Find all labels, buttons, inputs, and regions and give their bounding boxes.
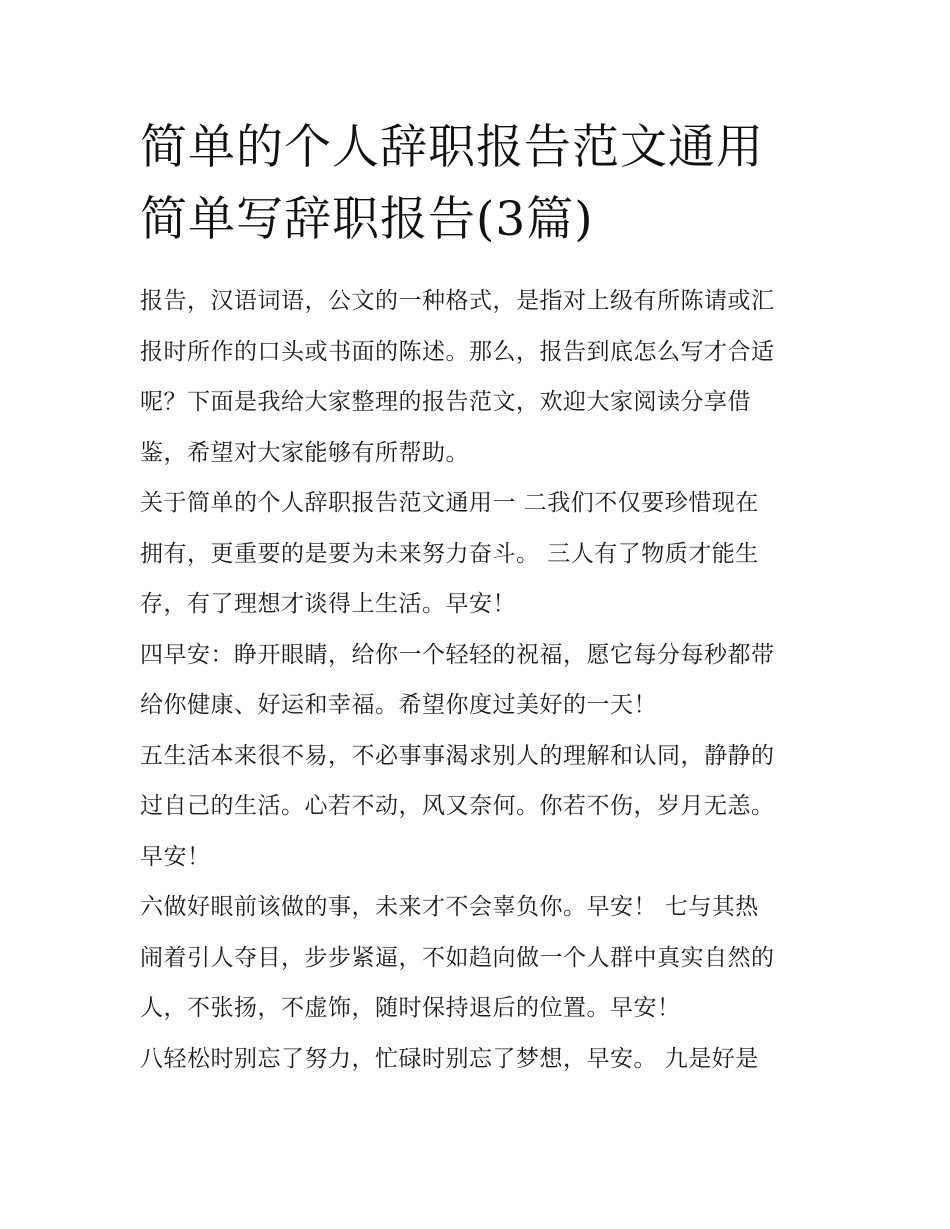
paragraph bbox=[140, 478, 820, 630]
text-line: 闹着引人夺目，步步紧逼，不如趋向做一个人群中真实自然的 bbox=[140, 944, 775, 971]
text-line: 八轻松时别忘了努力，忙碌时别忘了梦想，早安。 九是好是 bbox=[140, 1045, 759, 1072]
text-line: 存，有了理想才谈得上生活。早安！ bbox=[140, 591, 516, 617]
title-line: 简单的个人辞职报告范文通用 bbox=[140, 120, 764, 175]
text-line: 关于简单的个人辞职报告范文通用一 二我们不仅要珍惜现在 bbox=[140, 490, 759, 516]
document-title bbox=[140, 112, 820, 256]
text-line: 报告，汉语词语，公文的一种格式，是指对上级有所陈请或汇 bbox=[140, 288, 775, 314]
text-line: 鉴，希望对大家能够有所帮助。 bbox=[140, 439, 469, 466]
paragraph bbox=[140, 630, 820, 731]
text-line: 呢？下面是我给大家整理的报告范文，欢迎大家阅读分享借 bbox=[140, 389, 751, 415]
text-line: 早安！ bbox=[140, 843, 211, 870]
document-body bbox=[140, 276, 820, 1084]
paragraph bbox=[140, 731, 820, 883]
text-line: 过自己的生活。心若不动，风又奈何。你若不伤，岁月无恙。 bbox=[140, 793, 775, 819]
intro-paragraph bbox=[140, 276, 820, 478]
text-line: 给你健康、好运和幸福。希望你度过美好的一天！ bbox=[140, 692, 657, 718]
text-line: 拥有，更重要的是要为未来努力奋斗。 三人有了物质才能生 bbox=[140, 540, 759, 567]
text-line: 四早安：睁开眼睛，给你一个轻轻的祝福，愿它每分每秒都带 bbox=[140, 641, 775, 668]
text-line: 五生活本来很不易，不必事事渴求别人的理解和认同，静静的 bbox=[140, 742, 775, 769]
title-line: 简单写辞职报告(3篇) bbox=[140, 192, 594, 247]
text-line: 人，不张扬，不虚饰，随时保持退后的位置。早安！ bbox=[140, 995, 681, 1021]
paragraph bbox=[140, 882, 820, 1034]
text-line: 报时所作的口头或书面的陈述。那么，报告到底怎么写才合适 bbox=[140, 338, 775, 365]
text-line: 六做好眼前该做的事，未来才不会辜负你。早安！ 七与其热 bbox=[140, 894, 759, 920]
paragraph bbox=[140, 1034, 820, 1085]
